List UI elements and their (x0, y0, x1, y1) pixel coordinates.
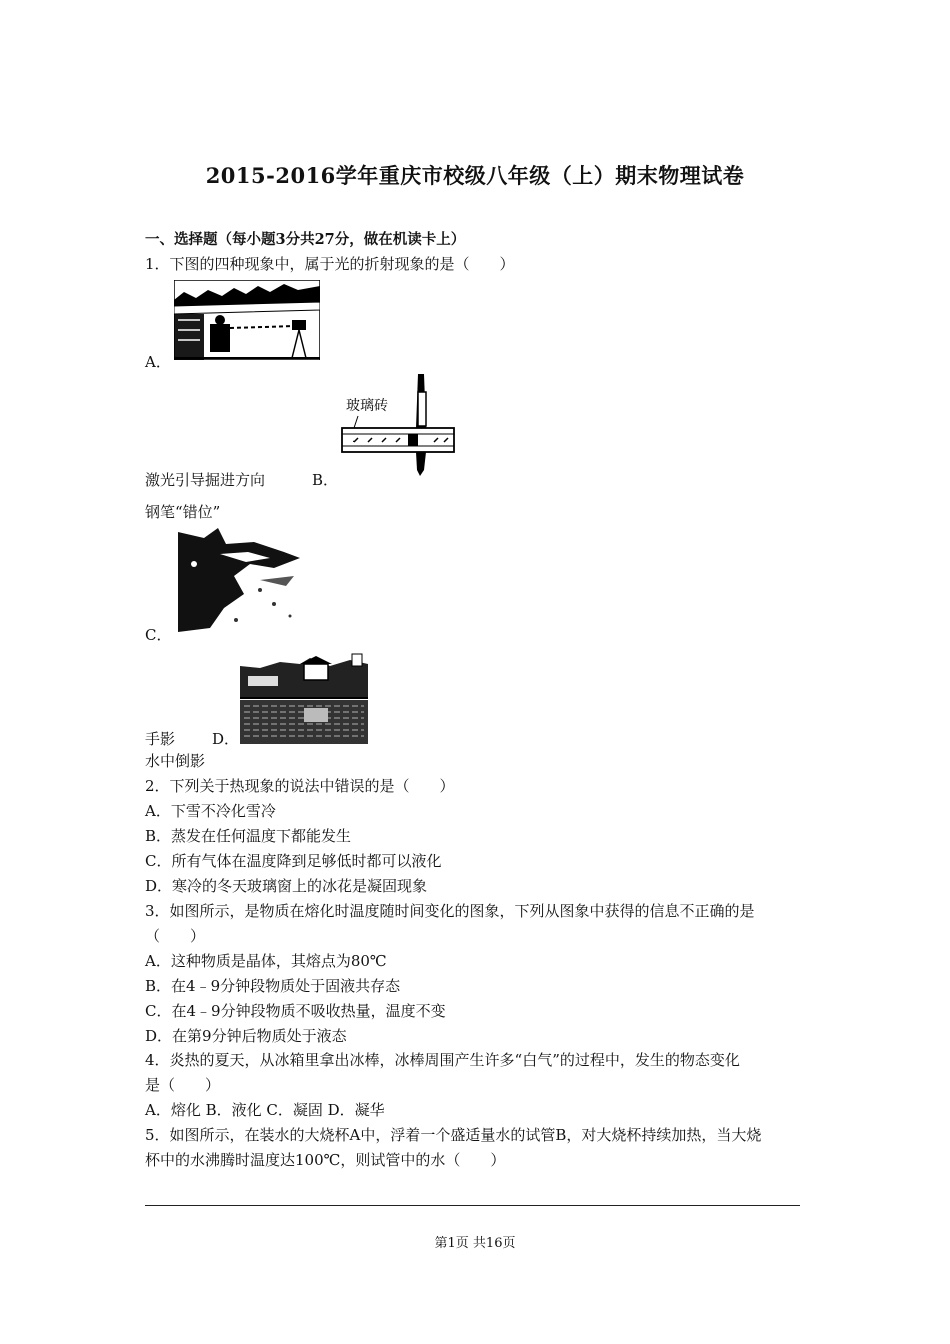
q2-option-b: B．蒸发在任何温度下都能发生 (145, 827, 352, 845)
page-title: 2015-2016学年重庆市校级八年级（上）期末物理试卷 (205, 163, 745, 188)
q1-option-c-label: C． (145, 626, 172, 644)
q1-option-a-caption: 激光引导掘进方向 (145, 471, 266, 489)
section-heading: 一、选择题（每小题3分共27分，做在机读卡上） (145, 231, 466, 248)
q1-option-d-label: D． (212, 730, 240, 748)
q1-stem: 1．下图的四种现象中，属于光的折射现象的是（ ） (145, 255, 515, 273)
q2-option-c: C．所有气体在温度降到足够低时都可以液化 (145, 852, 442, 870)
water-reflection-figure (240, 650, 368, 744)
q1-option-b-caption: 钢笔“错位” (145, 503, 221, 521)
q3-option-c: C．在4﹣9分钟段物质不吸收热量，温度不变 (145, 1002, 446, 1020)
q3-option-b: B．在4﹣9分钟段物质处于固液共存态 (145, 977, 401, 995)
laser-tunnel-figure (174, 280, 320, 360)
svg-text:·: · (352, 437, 356, 448)
q4-stem-line2: 是（ ） (145, 1076, 221, 1094)
q3-stem-line1: 3．如图所示，是物质在熔化时温度随时间变化的图象，下列从图象中获得的信息不正确的是 (145, 902, 755, 920)
footer-divider (145, 1205, 800, 1206)
q3-stem-line2: （ ） (145, 927, 206, 945)
q1-option-d-caption: 水中倒影 (145, 752, 206, 770)
q1-option-b-label: B． (312, 471, 339, 489)
q4-stem-line1: 4．炎热的夏天，从冰箱里拿出冰棒，冰棒周围产生许多“白气”的过程中，发生的物态变化 (145, 1051, 740, 1069)
q3-option-a: A．这种物质是晶体，其熔点为80℃ (145, 952, 387, 970)
glass-brick-label: 玻璃砖 (346, 398, 388, 414)
hand-shadow-figure (174, 524, 306, 634)
q2-option-d: D．寒冷的冬天玻璃窗上的冰花是凝固现象 (145, 877, 428, 895)
q5-stem-line1: 5．如图所示，在装水的大烧杯A中，浮着一个盛适量水的试管B，对大烧杯持续加热，当大烧 (145, 1126, 762, 1144)
q4-options: A．熔化 B．液化 C．凝固 D．凝华 (145, 1101, 385, 1119)
q1-option-c-caption: 手影 (145, 730, 176, 748)
q1-option-a-label: A． (145, 353, 171, 371)
page-footer: 第1页 共16页 (434, 1236, 516, 1251)
q3-option-d: D．在第9分钟后物质处于液态 (145, 1027, 347, 1045)
pen-glass-figure (338, 372, 460, 478)
q2-option-a: A．下雪不冷化雪冷 (145, 802, 276, 820)
q2-stem: 2．下列关于热现象的说法中错误的是（ ） (145, 777, 455, 795)
q5-stem-line2: 杯中的水沸腾时温度达100℃，则试管中的水（ ） (145, 1151, 506, 1169)
